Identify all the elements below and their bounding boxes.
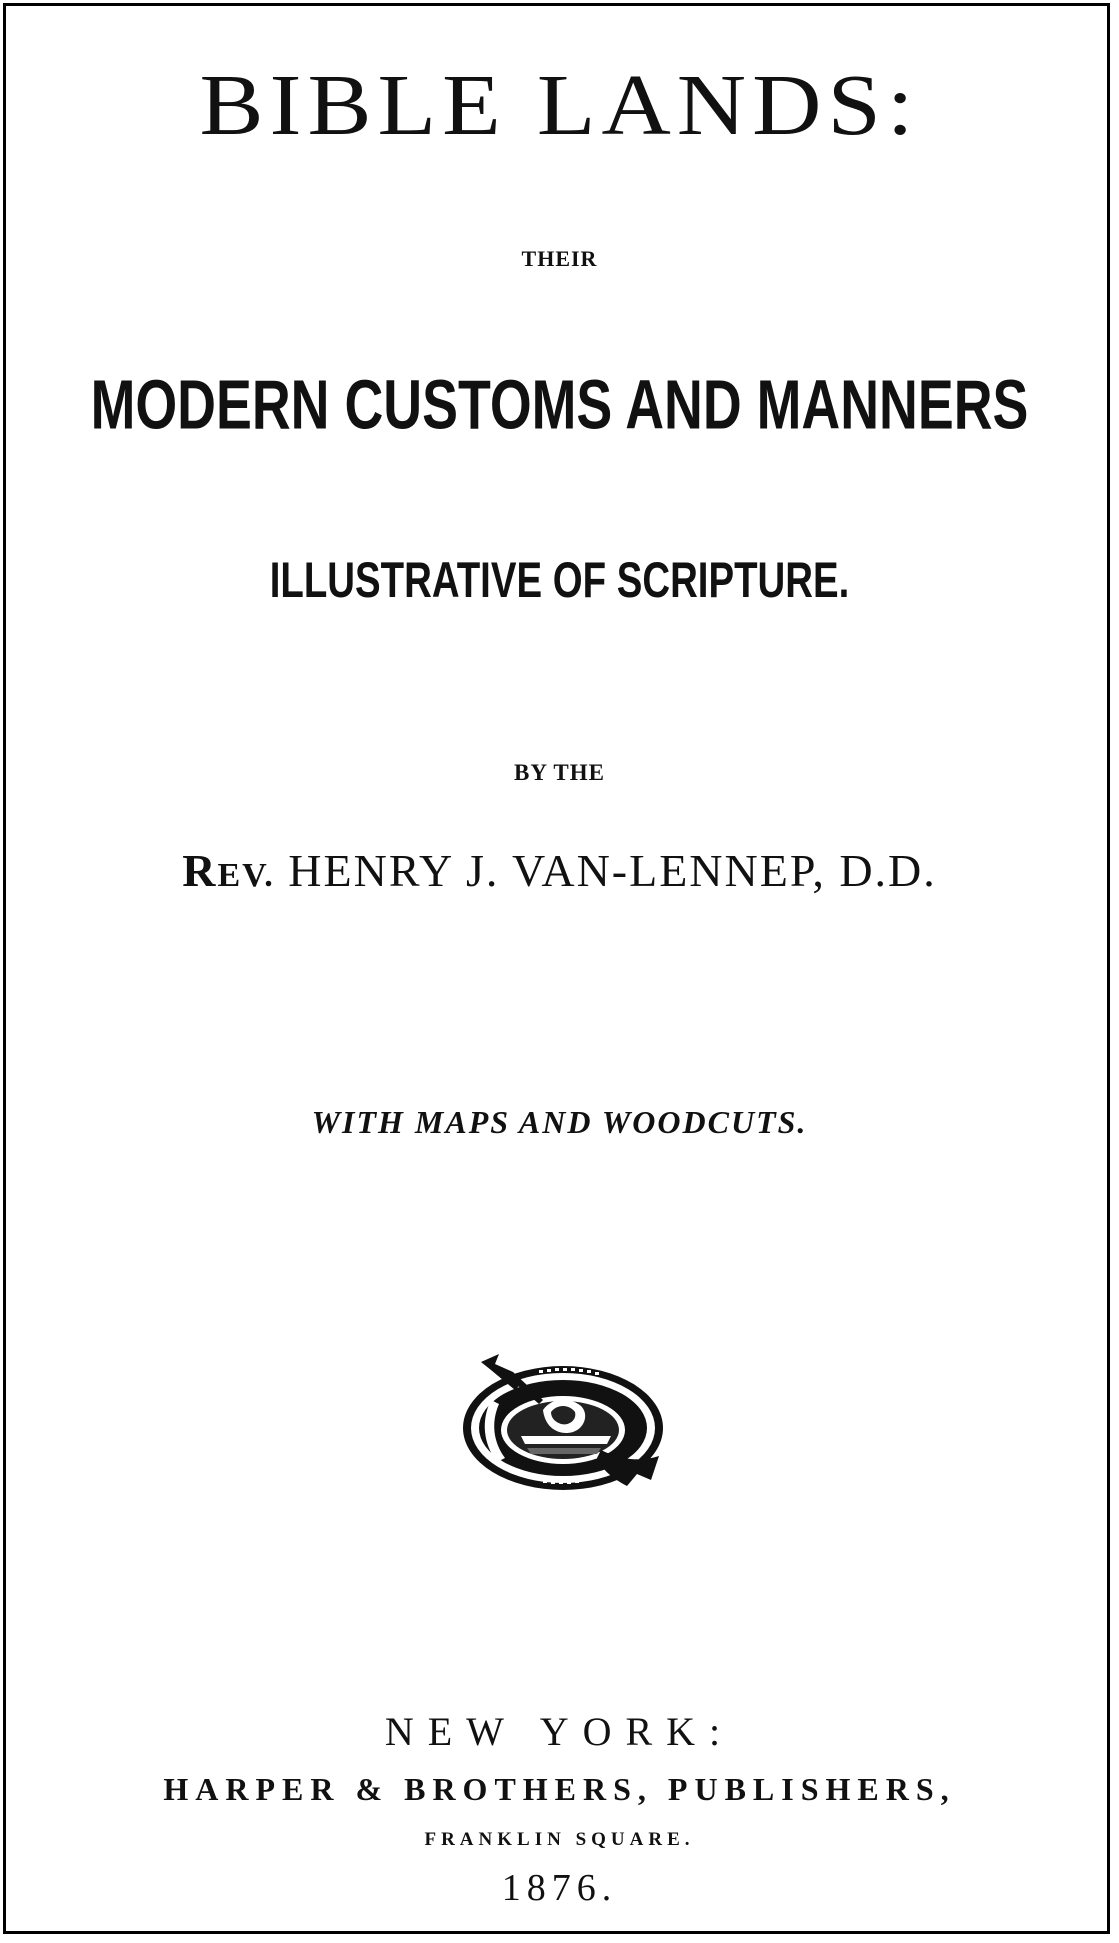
subtitle-customs: MODERN CUSTOMS AND MANNERS (90, 365, 1029, 444)
publisher-address: FRANKLIN SQUARE. (424, 1829, 695, 1850)
author-name: HENRY J. VAN-LENNEP, D.D. (274, 845, 937, 896)
subtitle-illustrative: ILLUSTRATIVE OF SCRIPTURE. (269, 552, 850, 609)
publisher-name: HARPER & BROTHERS, PUBLISHERS, (163, 1771, 956, 1807)
author-prefix-initial: R (182, 845, 218, 896)
book-title: BIBLE LANDS: (199, 56, 920, 153)
by-the-label: BY THE (513, 760, 605, 785)
subtitle-their: THEIR (521, 246, 598, 271)
publication-year: 1876. (501, 1867, 618, 1909)
publication-city: NEW YORK: (384, 1709, 735, 1754)
publisher-device-icon (451, 1340, 681, 1500)
page-border (3, 3, 1110, 1934)
author-line (0, 845, 1119, 896)
illustrations-note: WITH MAPS AND WOODCUTS. (311, 1104, 808, 1140)
author-prefix-rest: EV. (217, 857, 275, 894)
